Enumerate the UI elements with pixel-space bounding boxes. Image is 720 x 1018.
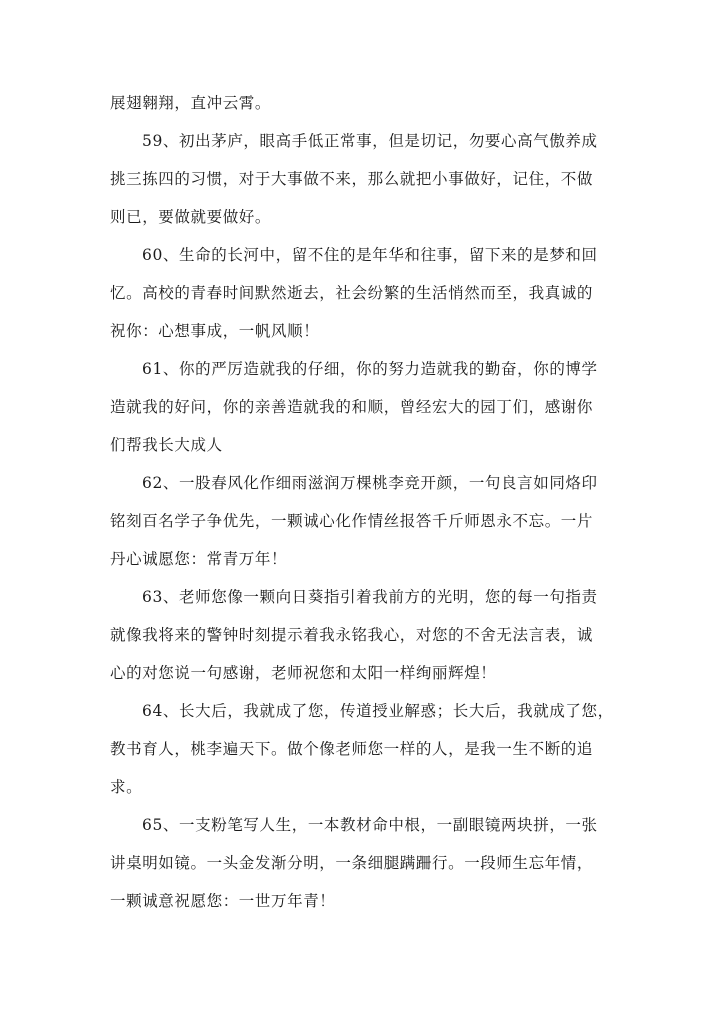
text-line: 铭刻百名学子争优先，一颗诚心化作情丝报答千斤师恩永不忘。一片 bbox=[110, 512, 594, 530]
text-line: 们帮我长大成人 bbox=[110, 436, 223, 454]
paragraph-62 bbox=[110, 464, 615, 578]
paragraph-58-tail bbox=[110, 84, 615, 122]
text-line: 则已，要做就要做好。 bbox=[110, 208, 272, 226]
text-line: 就像我将来的警钟时刻提示着我永铭我心，对您的不舍无法言表，诚 bbox=[110, 626, 594, 644]
document-body bbox=[110, 84, 615, 920]
text-line: 展翅翱翔，直冲云霄。 bbox=[110, 94, 272, 112]
text-line: 63、老师您像一颗向日葵指引着我前方的光明，您的每一句指责 bbox=[142, 588, 598, 606]
text-line: 一颗诚意祝愿您：一世万年青！ bbox=[110, 892, 336, 910]
paragraph-60 bbox=[110, 236, 615, 350]
text-line: 祝你：心想事成，一帆风顺！ bbox=[110, 322, 320, 340]
text-line: 求。 bbox=[110, 778, 143, 796]
paragraph-64 bbox=[110, 692, 615, 806]
text-line: 挑三拣四的习惯，对于大事做不来，那么就把小事做好，记住，不做 bbox=[110, 170, 594, 188]
text-line: 造就我的好问，你的亲善造就我的和顺，曾经宏大的园丁们，感谢你 bbox=[110, 398, 594, 416]
text-line: 65、一支粉笔写人生，一本教材命中根，一副眼镜两块拼，一张 bbox=[142, 816, 598, 834]
text-line: 62、一股春风化作细雨滋润万棵桃李竞开颜，一句良言如同烙印 bbox=[142, 474, 598, 492]
text-line: 59、初出茅庐，眼高手低正常事，但是切记，勿要心高气傲养成 bbox=[142, 132, 598, 150]
paragraph-61 bbox=[110, 350, 615, 464]
text-line: 64、长大后，我就成了您，传道授业解惑；长大后，我就成了您， bbox=[142, 702, 614, 720]
paragraph-63 bbox=[110, 578, 615, 692]
text-line: 60、生命的长河中，留不住的是年华和往事，留下来的是梦和回 bbox=[142, 246, 598, 264]
text-line: 丹心诚愿您：常青万年！ bbox=[110, 550, 288, 568]
text-line: 心的对您说一句感谢，老师祝您和太阳一样绚丽辉煌！ bbox=[110, 664, 497, 682]
text-line: 教书育人，桃李遍天下。做个像老师您一样的人，是我一生不断的追 bbox=[110, 740, 594, 758]
paragraph-59 bbox=[110, 122, 615, 236]
paragraph-65 bbox=[110, 806, 615, 920]
text-line: 忆。高校的青春时间默然逝去，社会纷繁的生活悄然而至，我真诚的 bbox=[110, 284, 594, 302]
text-line: 61、你的严厉造就我的仔细，你的努力造就我的勤奋，你的博学 bbox=[142, 360, 598, 378]
text-line: 讲桌明如镜。一头金发渐分明，一条细腿蹒跚行。一段师生忘年情， bbox=[110, 854, 594, 872]
